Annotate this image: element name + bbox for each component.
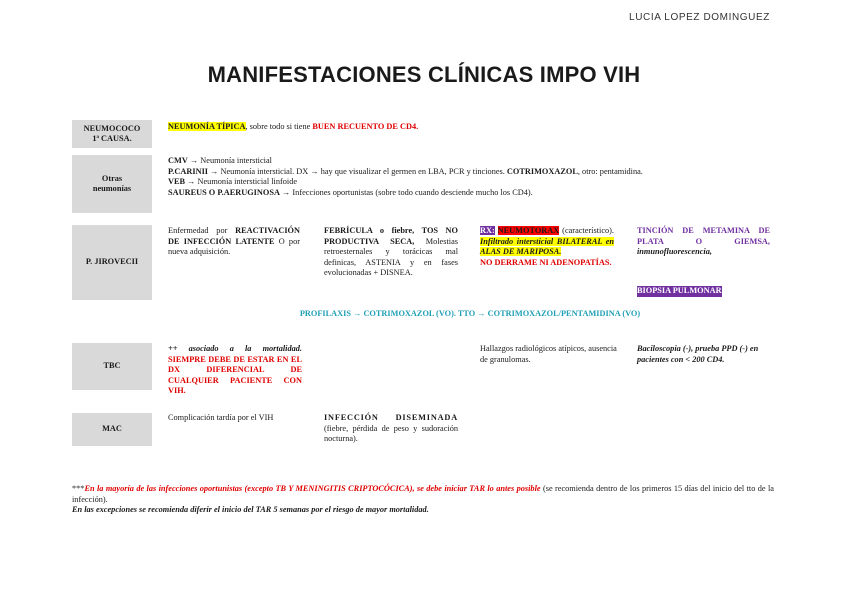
veb-desc: → Neumonía intersticial linfoide — [185, 177, 298, 187]
jirovecii-c1-post: O por nueva adquisición. — [168, 236, 300, 257]
jirovecii-col1 — [168, 226, 300, 258]
tbc-col1 — [168, 344, 302, 397]
neumococo-label-line1: NEUMOCOCO — [83, 123, 141, 133]
jirovecii-col3 — [480, 226, 614, 268]
jirovecii-c1-pre: Enfermedad por — [168, 226, 236, 235]
tbc-col4: Baciloscopia (-), prueba PPD (-) en pacientes con < 200 CD4. — [637, 344, 759, 364]
otras-label-line2: neumonías — [92, 184, 132, 193]
mac-diseminada: INFECCIÓN DISEMINADA — [324, 413, 458, 422]
neumococo-text — [168, 122, 768, 133]
mac-col1: Complicación tardía por el VIH — [168, 413, 274, 422]
tbc-siempre: SIEMPRE DEBE DE ESTAR EN EL DX DIFERENCIAL DE CUALQUIER PACIENTE CON VIH. — [168, 354, 302, 396]
cmv-name: CMV — [168, 156, 188, 165]
footnote-red: En la mayoría de las infecciones oportunistas (excepto TB Y MENINGITIS CRIPTOCÓCICA), se debe iniciar TAR lo antes posible — [84, 484, 541, 493]
cmv-desc: → Neumonía intersticial — [187, 156, 272, 165]
jirovecii-rx: RX: — [480, 226, 495, 235]
jirovecii-col2 — [324, 226, 458, 279]
otras-text — [168, 156, 773, 198]
row-label-neumococo — [72, 120, 152, 148]
footnote-stars: *** — [72, 484, 85, 493]
carinii-desc: → Neumonía intersticial. DX → hay que visualizar el germen en LBA, PCR y tinciones. — [208, 166, 507, 176]
carinii-name: P.CARINII — [168, 166, 209, 176]
neumonia-tipica: NEUMONÍA TÍPICA — [168, 122, 246, 131]
mac-desc: (fiebre, pérdida de peso y sudoración nocturna). — [324, 423, 458, 444]
cmv-line — [168, 156, 773, 167]
jirovecii-inmuno: inmunofluorescencia, — [637, 247, 712, 257]
profilaxis-line: PROFILAXIS → COTRIMOXAZOL (VO). TTO → COTRIMOXAZOL/PENTAMIDINA (VO) — [299, 309, 641, 318]
saureus-desc: → Infecciones oportunistas (sobre todo cuando desciende mucho los CD4). — [279, 187, 533, 197]
row-label-mac: MAC — [72, 413, 152, 446]
jirovecii-tincion: TINCIÓN DE METAMINA DE PLATA O GIEMSA, — [637, 226, 770, 246]
biopsia-pulmonar: BIOPSIA PULMONAR — [637, 286, 722, 295]
jirovecii-no-derrame: NO DERRAME NI ADENOPATÍAS. — [480, 257, 612, 267]
saureus-name: SAUREUS O P.AERUGINOSA — [168, 187, 280, 197]
veb-name: VEB — [168, 177, 186, 187]
buen-recuento: BUEN RECUENTO DE CD4. — [312, 122, 419, 131]
page-title: MANIFESTACIONES CLÍNICAS IMPO VIH — [207, 62, 641, 87]
carinii-line — [168, 167, 773, 178]
footnote-line2: En las excepciones se recomienda diferir el inicio del TAR 5 semanas por el riesgo de mayor mortalidad. — [72, 505, 429, 515]
jirovecii-caracteristico: (característico). — [559, 226, 614, 235]
jirovecii-c2-post: Molestias retroesternales y torácicas mal definicas, ASTENIA y en fases evolucionadas + DISNEA. — [324, 236, 458, 278]
row-label-tbc: TBC — [72, 343, 152, 390]
tbc-mortalidad: ++ asociado a la mortalidad. — [168, 344, 302, 353]
veb-line — [168, 177, 773, 188]
jirovecii-col4 — [637, 226, 770, 258]
jirovecii-sintomas: FEBRÍCULA o fiebre, TOS NO PRODUCTIVA SECA, — [324, 226, 458, 246]
neumococo-label-line2: 1ª CAUSA. — [92, 134, 132, 143]
jirovecii-neumotorax: NEUMOTORAX — [497, 226, 560, 235]
saureus-line — [168, 188, 773, 199]
jirovecii-reactivacion: REACTIVACIÓN DE INFECCIÓN LATENTE — [168, 226, 300, 246]
mac-col2 — [324, 413, 458, 445]
neumococo-desc: , sobre todo si tiene — [245, 122, 313, 131]
footnote — [72, 484, 774, 516]
otras-label-line1: Otras — [101, 173, 123, 183]
tbc-col3: Hallazgos radiológicos atípicos, ausencia de granulomas. — [480, 344, 617, 364]
row-label-otras — [72, 155, 152, 213]
footnote-rest: (se recomienda dentro de los primeros 15 días del inicio del tto de la infección). — [72, 484, 774, 504]
carinii-drug: COTRIMOXAZOL — [506, 166, 578, 176]
carinii-alt: , otro: pentamidina. — [577, 166, 643, 176]
author-name: LUCIA LOPEZ DOMINGUEZ — [629, 12, 770, 23]
jirovecii-infiltrado: Infiltrado intersticial BILATERAL en ALAS DE MARIPOSA. — [480, 236, 614, 257]
row-label-jirovecii: P. JIROVECII — [72, 225, 152, 300]
